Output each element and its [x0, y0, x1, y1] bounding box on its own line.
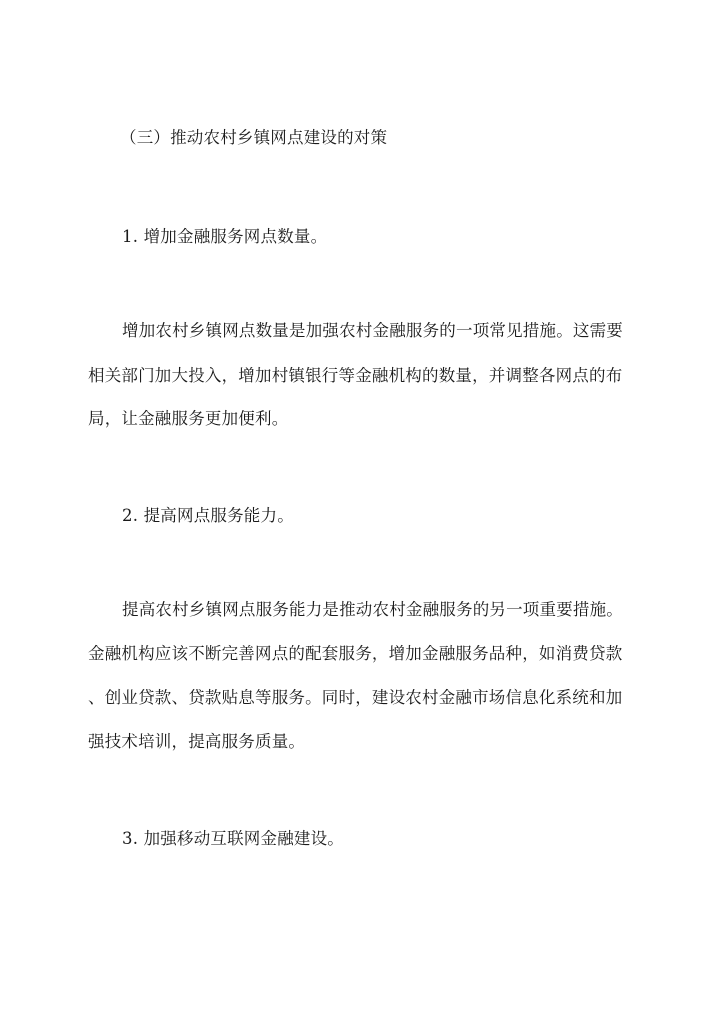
item-2-paragraph-line-3: 、创业贷款、贷款贴息等服务。同时，建设农村金融市场信息化系统和加 — [88, 688, 623, 707]
item-1-paragraph-line-1: 增加农村乡镇网点数量是加强农村金融服务的一项常见措施。这需要 — [122, 321, 623, 340]
item-2-paragraph-line-1: 提高农村乡镇网点服务能力是推动农村金融服务的另一项重要措施。 — [122, 600, 623, 619]
item-2-paragraph-line-4: 强技术培训，提高服务质量。 — [88, 732, 306, 751]
item-2-heading: 2. 提高网点服务能力。 — [122, 506, 294, 525]
item-1-paragraph-line-2: 相关部门加大投入，增加村镇银行等金融机构的数量，并调整各网点的布 — [88, 366, 623, 385]
section-heading: （三）推动农村乡镇网点建设的对策 — [120, 128, 388, 147]
item-3-heading: 3. 加强移动互联网金融建设。 — [122, 829, 344, 848]
item-2-paragraph-line-2: 金融机构应该不断完善网点的配套服务，增加金融服务品种，如消费贷款 — [88, 644, 623, 663]
item-1-heading: 1. 增加金融服务网点数量。 — [122, 227, 328, 246]
item-1-paragraph-line-3: 局，让金融服务更加便利。 — [88, 409, 289, 428]
